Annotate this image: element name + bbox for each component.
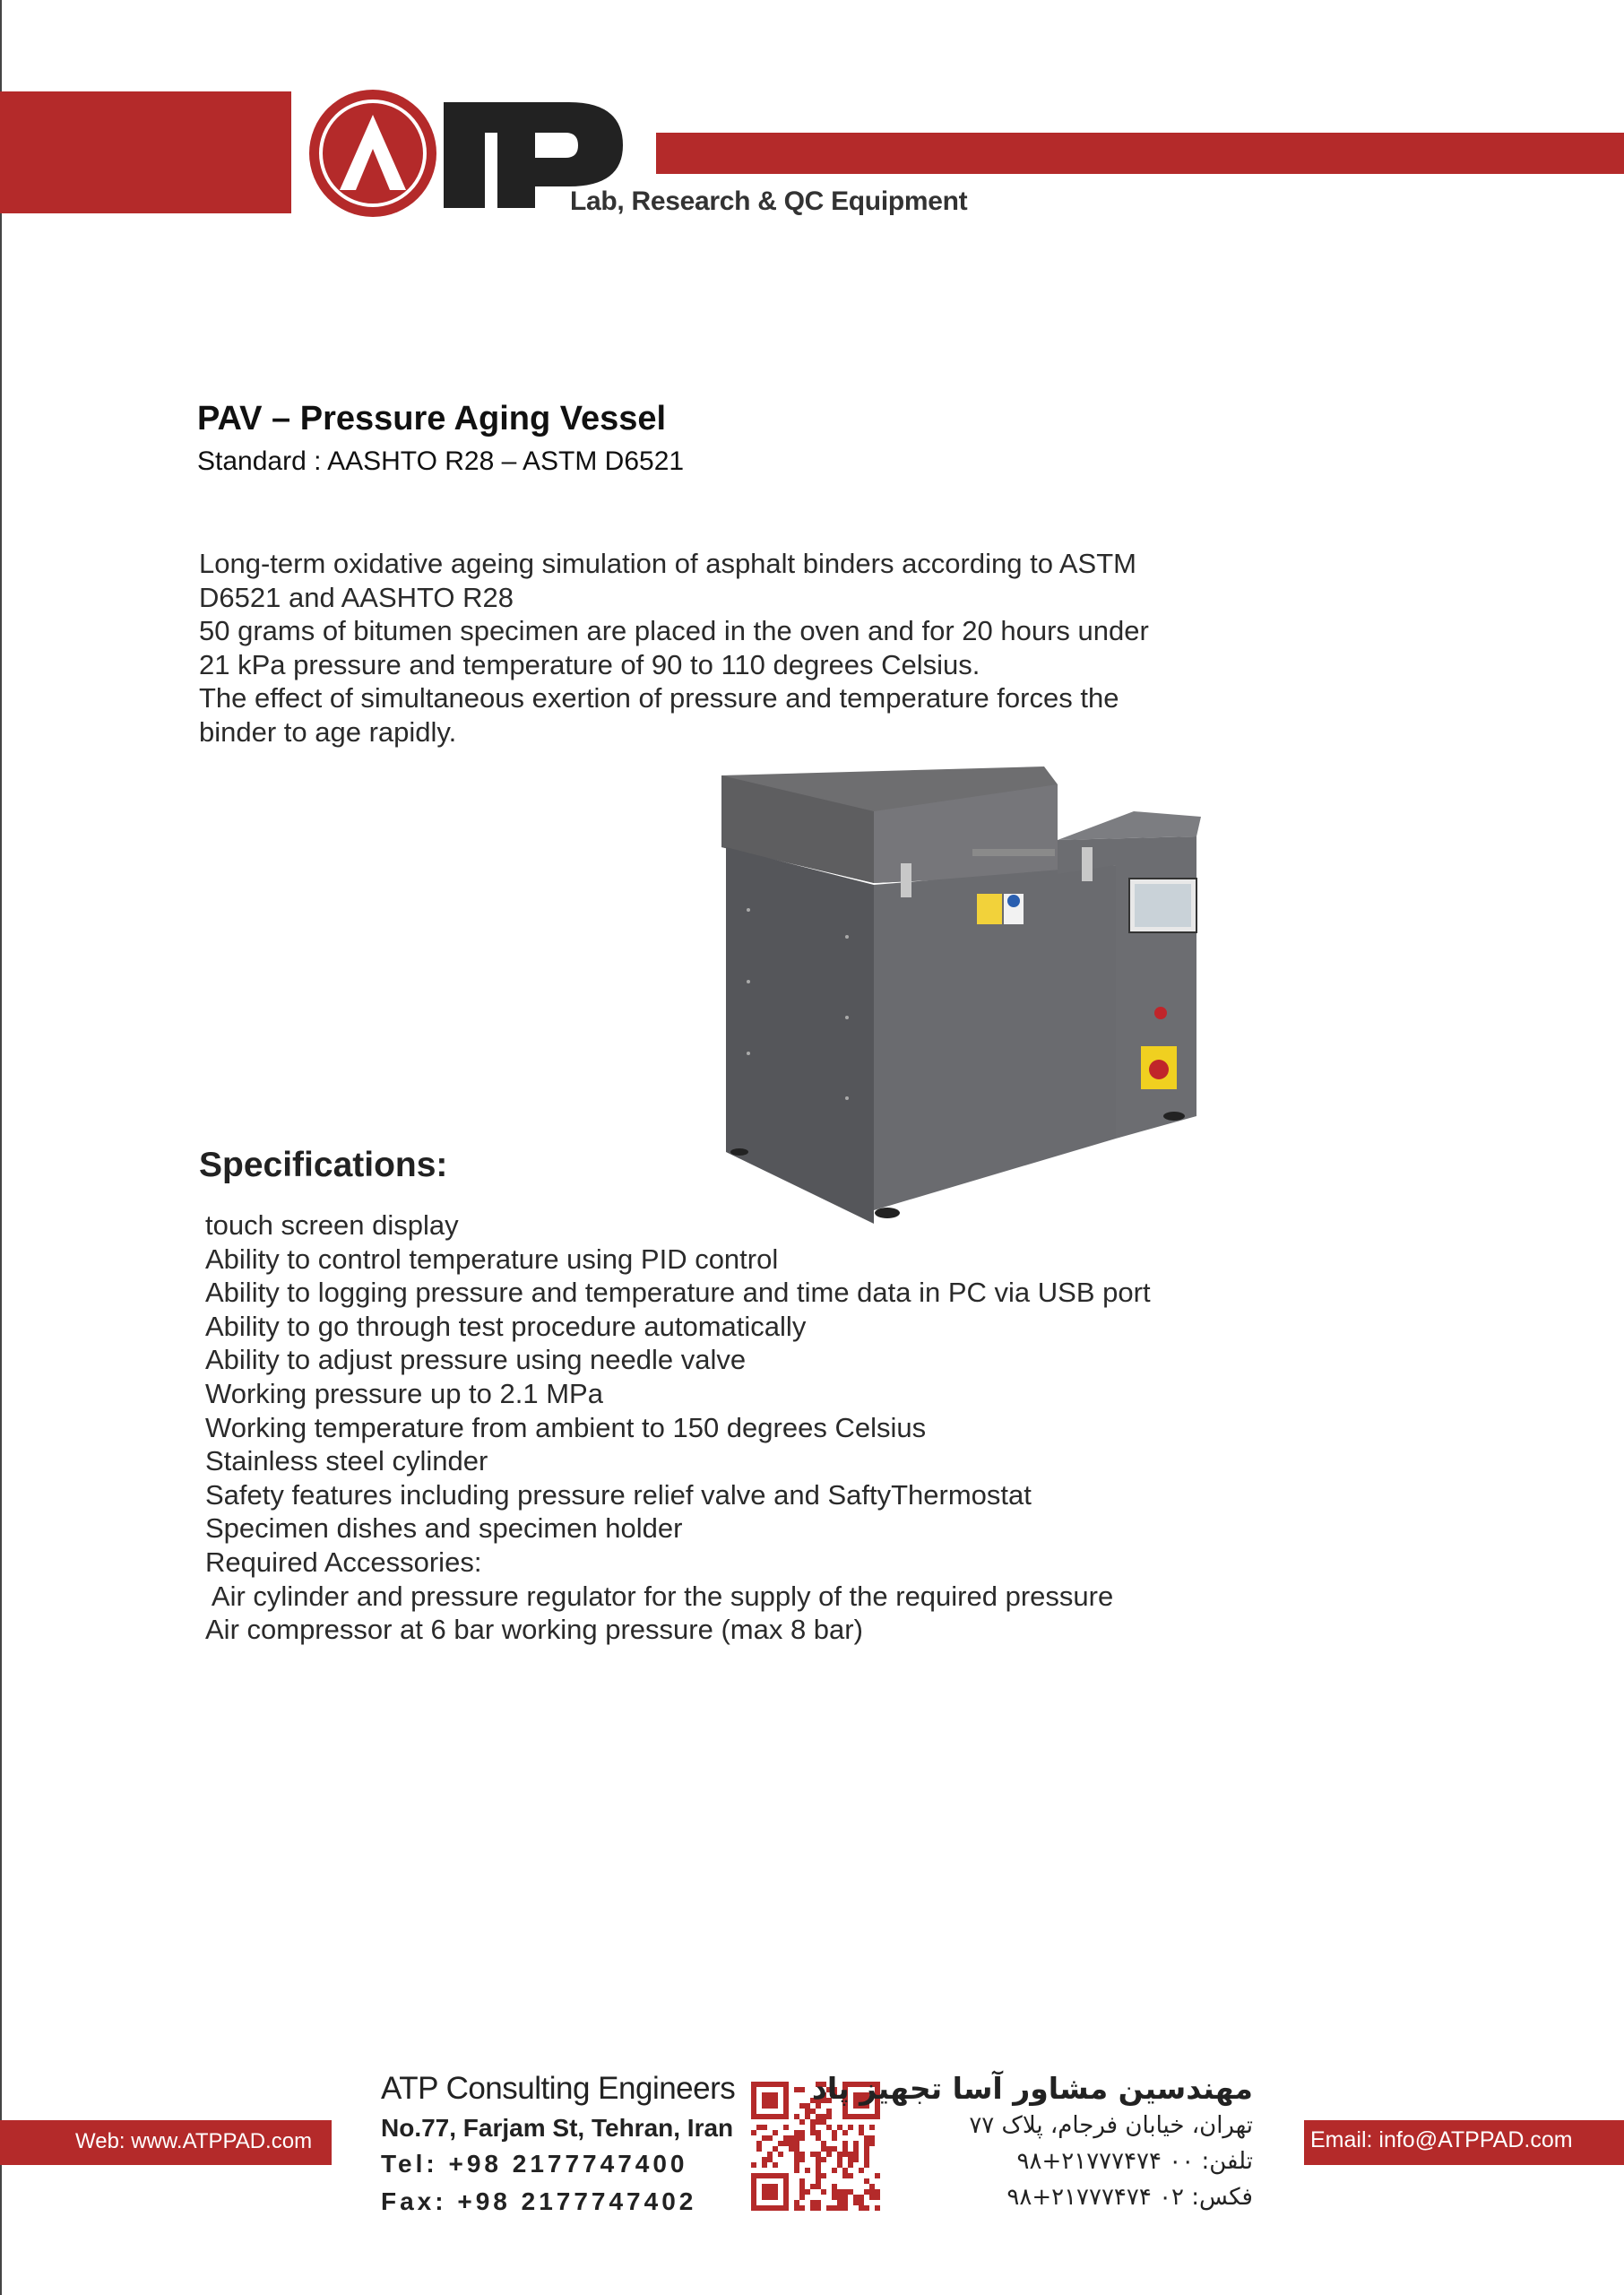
footer-company-name-fa: مهندسین مشاور آسا تجهیز پاد	[811, 2071, 1253, 2106]
spec-item: Ability to logging pressure and temperature and time data in PC via USB port	[205, 1277, 1151, 1309]
pav-machine-image	[713, 758, 1214, 1224]
description-line: The effect of simultaneous exertion of pressure and temperature forces the	[199, 682, 1119, 714]
header-red-bar-left	[0, 91, 291, 213]
spec-item: Ability to adjust pressure using needle valve	[205, 1344, 747, 1376]
header-red-bar-right	[656, 133, 1624, 174]
spec-item: Required Accessories:	[205, 1546, 482, 1578]
description-line: 21 kPa pressure and temperature of 90 to 110 degrees Celsius.	[199, 648, 980, 680]
spec-item: Working temperature from ambient to 150 degrees Celsius	[205, 1411, 927, 1443]
specifications-list	[205, 1208, 1151, 1647]
footer-tel: Tel: +98 2177747400	[381, 2150, 688, 2178]
spec-item: Stainless steel cylinder	[205, 1445, 488, 1477]
product-title: PAV – Pressure Aging Vessel	[197, 400, 667, 437]
footer-address-fa: تهران، خیابان فرجام، پلاک ۷۷	[969, 2112, 1253, 2139]
description-line: D6521 and AASHTO R28	[199, 581, 514, 613]
spec-item: Working pressure up to 2.1 MPa	[205, 1377, 603, 1409]
description-line: 50 grams of bitumen specimen are placed in the oven and for 20 hours under	[199, 615, 1149, 646]
footer-email-link[interactable]: Email: info@ATPPAD.com	[1310, 2127, 1573, 2152]
footer-web-link[interactable]: Web: www.ATPPAD.com	[75, 2129, 313, 2153]
description-line: binder to age rapidly.	[199, 715, 457, 748]
footer-tel-fa: تلفن: ۰۰ ۲۱۷۷۷۴۷۴+۹۸	[1016, 2148, 1253, 2175]
spec-item: Ability to go through test procedure automatically	[205, 1310, 807, 1342]
footer-company-name: ATP Consulting Engineers	[381, 2071, 736, 2106]
footer-fax-fa: فکس: ۰۲ ۲۱۷۷۷۴۷۴+۹۸	[1006, 2184, 1253, 2211]
product-description	[199, 547, 1274, 749]
spec-item: Specimen dishes and specimen holder	[205, 1512, 683, 1545]
header-tagline: Lab, Research & QC Equipment	[570, 186, 968, 216]
spec-item: Safety features including pressure relief valve and SaftyThermostat	[205, 1478, 1032, 1511]
specifications-heading: Specifications:	[199, 1146, 448, 1184]
footer-fax: Fax: +98 2177747402	[381, 2187, 697, 2215]
spec-item: touch screen display	[205, 1209, 459, 1241]
description-line: Long-term oxidative ageing simulation of asphalt binders according to ASTM	[199, 548, 1136, 579]
spec-item: Air compressor at 6 bar working pressure (max 8 bar)	[205, 1614, 863, 1646]
spec-item: Ability to control temperature using PID control	[205, 1243, 779, 1275]
product-standard: Standard : AASHTO R28 – ASTM D6521	[197, 446, 685, 476]
spec-item: Air cylinder and pressure regulator for the supply of the required pressure	[205, 1580, 1114, 1612]
footer-address: No.77, Farjam St, Tehran, Iran	[381, 2114, 734, 2142]
page-edge-line	[0, 0, 2, 2295]
